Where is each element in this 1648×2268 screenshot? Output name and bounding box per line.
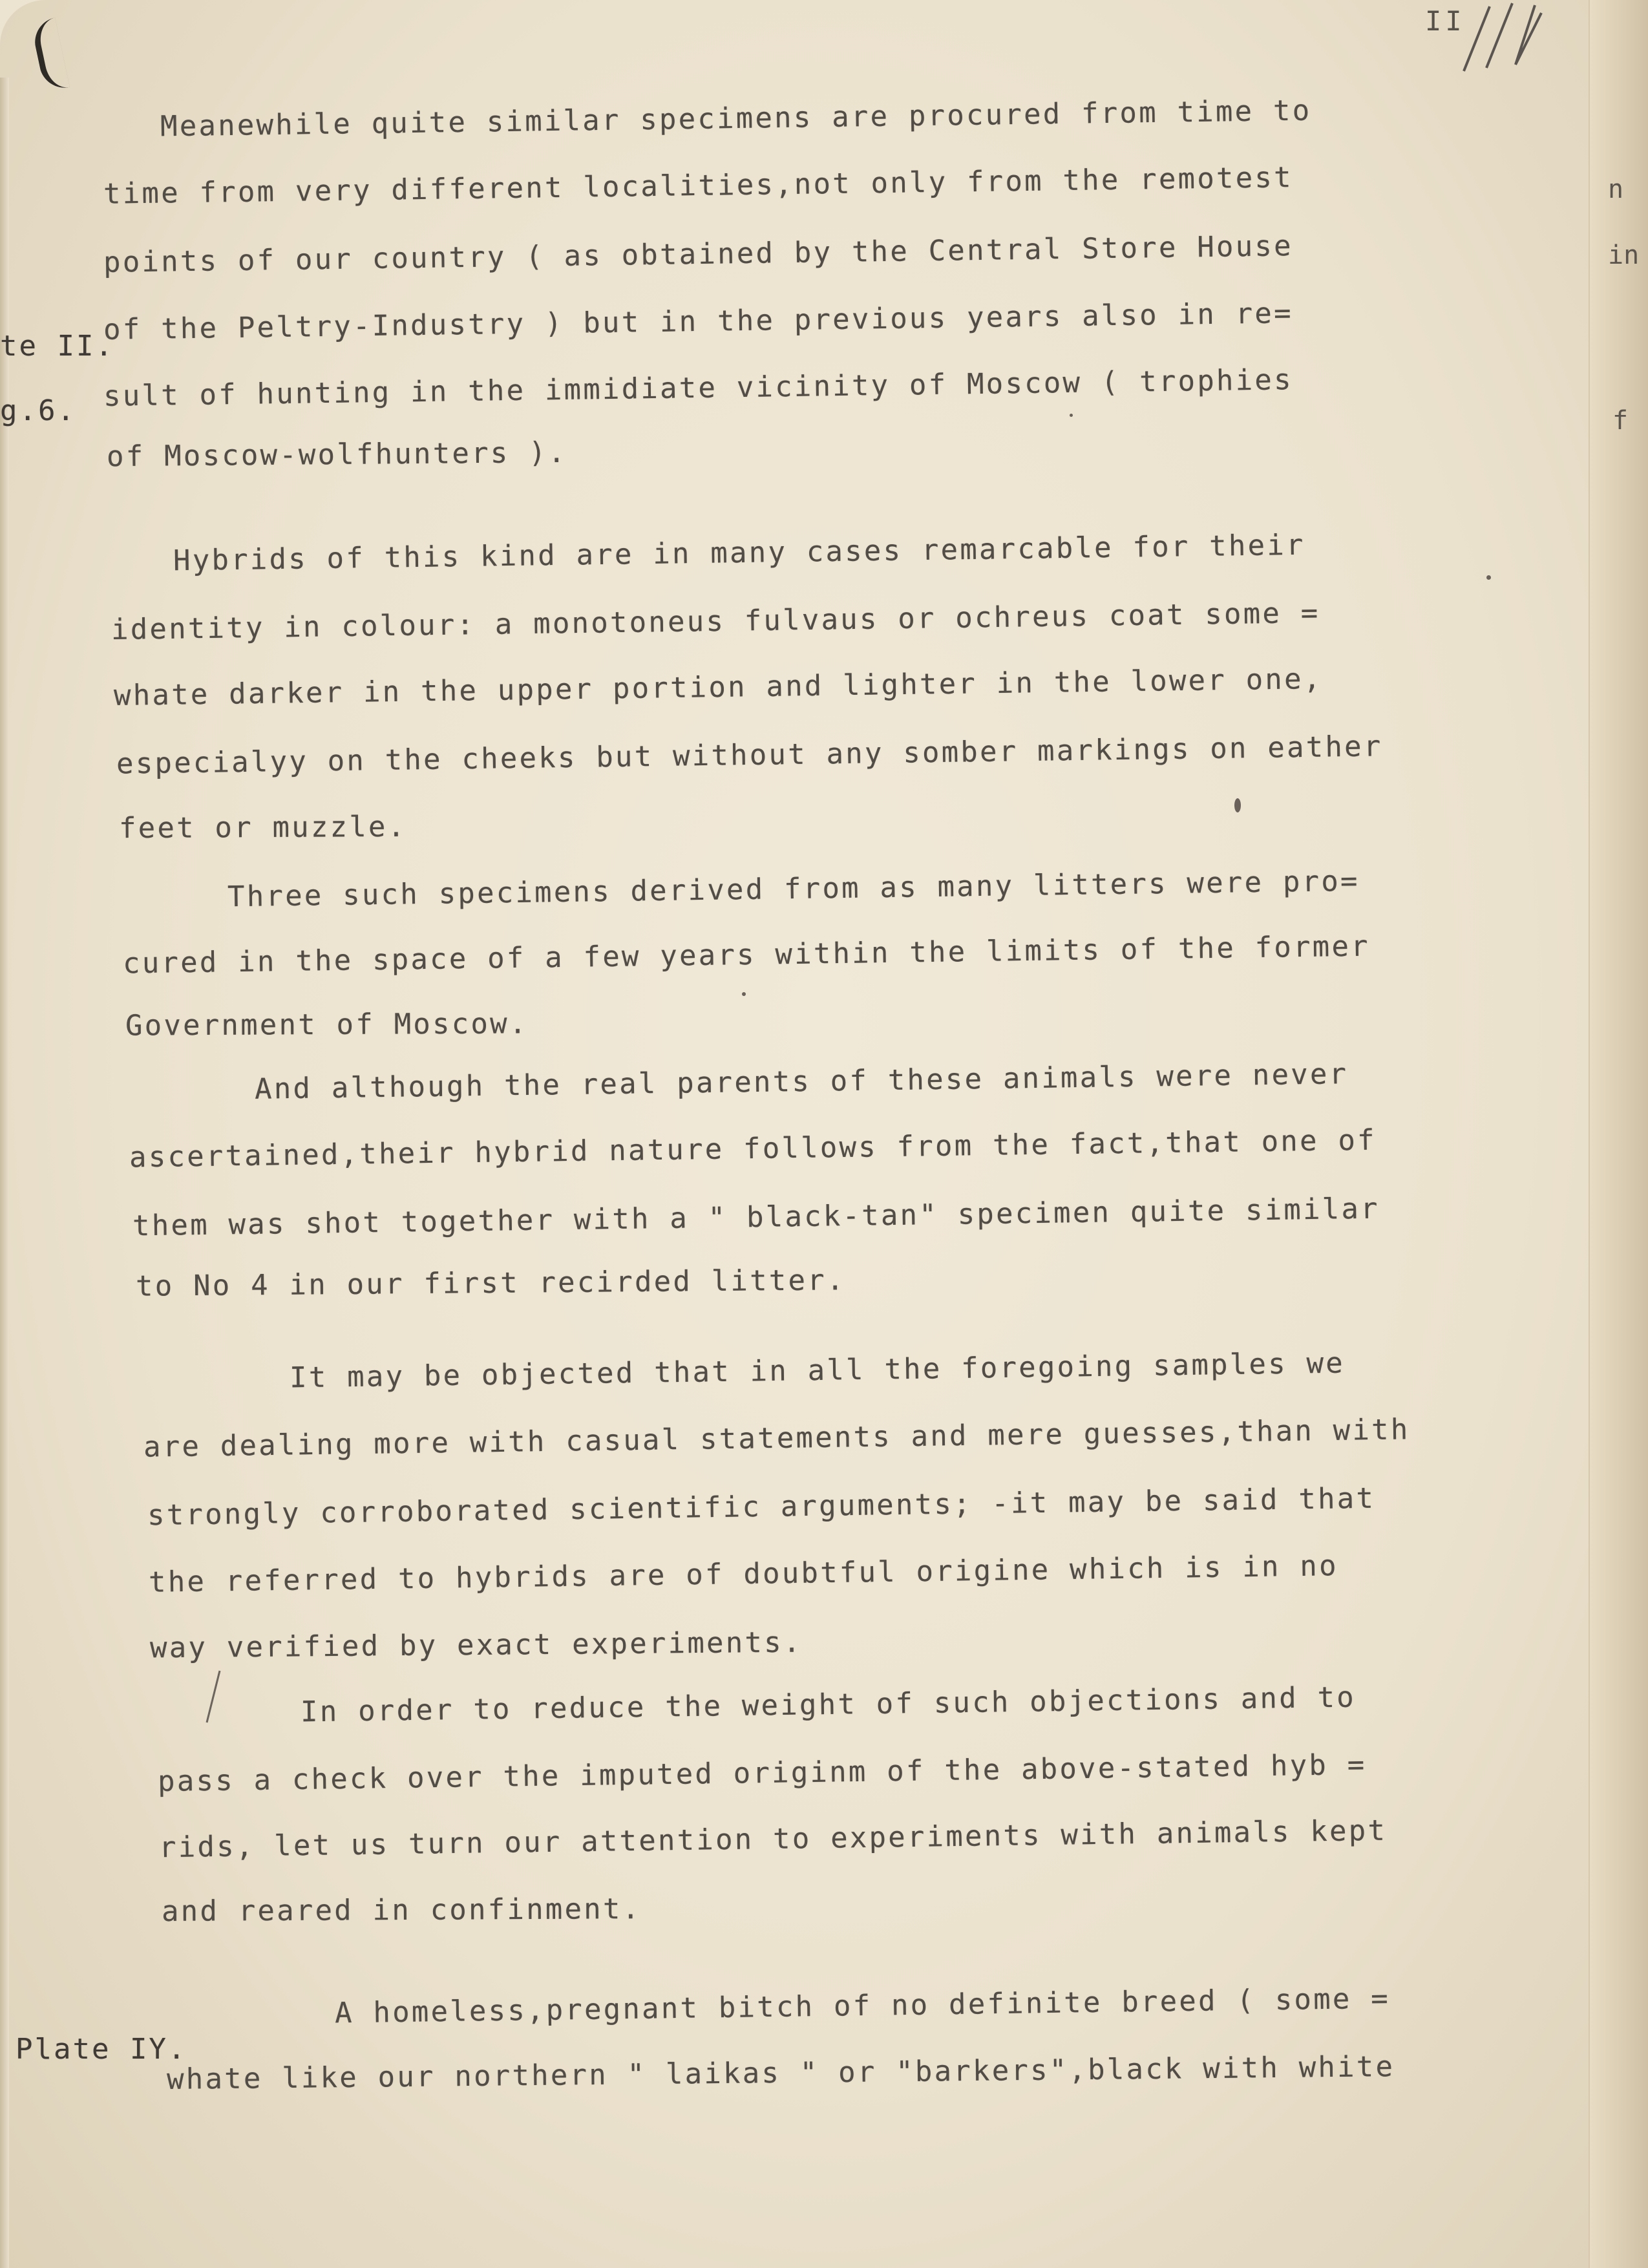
text-line: especialyy on the cheeks but without any somber markings on eather <box>116 730 1383 781</box>
text-line: time from very different localities,not only from the remotest <box>103 161 1294 211</box>
text-line: And although the real parents of these animals were never <box>254 1057 1349 1106</box>
text-line: Government of Moscow. <box>125 1007 529 1043</box>
page-number: II <box>1425 5 1466 37</box>
text-line: strongly corroborated scientific arguments; -it may be said that <box>147 1481 1376 1532</box>
text-line: are dealing more with casual statements and mere guesses,than with <box>143 1413 1410 1464</box>
text-line: to No 4 in our first recirded litter. <box>135 1264 846 1303</box>
text-line: points of our country ( as obtained by the Central Store House <box>103 229 1294 279</box>
text-line: of the Peltry-Industry ) but in the previous years also in re= <box>103 297 1294 346</box>
text-line: It may be objected that in all the foregoing samples we <box>289 1346 1346 1395</box>
ink-speck <box>742 992 746 996</box>
pencil-mark-icon <box>1451 0 1564 78</box>
text-line: the referred to hybrids are of doubtful origine which is in no <box>148 1549 1339 1599</box>
text-line: them was shot together with a " black-tan" specimen quite similar <box>132 1192 1380 1243</box>
ink-speck <box>1070 414 1073 417</box>
page-right-edge <box>1589 0 1648 2268</box>
right-edge-fragment: in <box>1608 240 1640 270</box>
text-line: Three such specimens derived from as many litters were pro= <box>227 864 1360 914</box>
text-line: Meanewhile quite similar specimens are procured from time to <box>160 94 1312 143</box>
text-line: A homeless,pregnant bitch of no definite breed ( some = <box>334 1982 1391 2030</box>
pencil-stroke-icon <box>200 1668 226 1726</box>
right-edge-fragment: n <box>1608 175 1624 204</box>
ink-speck <box>1234 798 1241 812</box>
text-line: whate like our northern " laikas " or "barkers",black with white <box>166 2050 1395 2096</box>
text-line: cured in the space of a few years within the limits of the former <box>122 929 1371 980</box>
text-line: sult of hunting in the immidiate vicinity of Moscow ( trophies <box>103 363 1294 413</box>
text-line: of Moscow-wolfhunters ). <box>106 436 567 474</box>
text-line: and reared in confinment. <box>161 1892 642 1928</box>
margin-note-figure: g.6. <box>0 394 76 427</box>
text-line: identity in colour: a monotoneus fulvaus or ochreus coat some = <box>111 596 1320 647</box>
text-line: pass a check over the imputed originm of the above-stated hyb = <box>157 1748 1367 1799</box>
text-line: feet or muzzle. <box>118 810 407 845</box>
text-line: way verified by exact experiments. <box>149 1626 803 1665</box>
right-edge-fragment: f <box>1612 406 1629 436</box>
text-line: Hybrids of this kind are in many cases remarcable for their <box>173 528 1306 578</box>
text-line: whate darker in the upper portion and lighter in the lower one, <box>113 662 1323 713</box>
text-line: In order to reduce the weight of such objections and to <box>300 1680 1357 1729</box>
margin-note-plate: te II. <box>0 330 114 363</box>
ink-speck <box>1486 575 1491 580</box>
margin-note-plate-iv: Plate IY. <box>16 2033 187 2066</box>
text-line: rids, let us turn our attention to experiments with animals kept <box>158 1814 1388 1865</box>
text-line: ascertained,their hybrid nature follows from the fact,that one of <box>129 1123 1377 1174</box>
